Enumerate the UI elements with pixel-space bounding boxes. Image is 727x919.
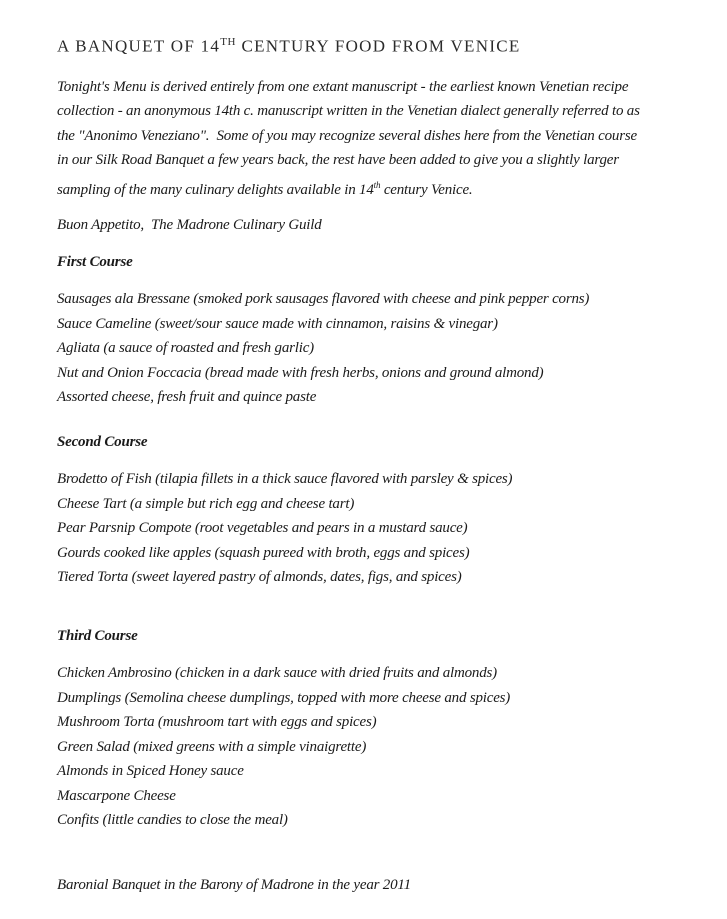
menu-item: Assorted cheese, fresh fruit and quince paste	[57, 389, 317, 406]
intro-line: Tonight's Menu is derived entirely from one extant manuscript - the earliest known Venetian recipe	[57, 78, 629, 95]
menu-item: Almonds in Spiced Honey sauce	[57, 763, 244, 780]
course-items-third	[57, 661, 691, 833]
course-heading-third: Third Course	[57, 627, 138, 644]
menu-item: Confits (little candies to close the meal)	[57, 812, 288, 829]
intro-line: the "Anonimo Veneziano". Some of you may recognize several dishes here from the Venetian course	[57, 127, 637, 144]
footer-line: Baronial Banquet in the Barony of Madrone in the year 2011	[57, 876, 411, 893]
menu-item: Nut and Onion Foccacia (bread made with fresh herbs, onions and ground almond)	[57, 364, 544, 381]
course-section-first	[57, 250, 691, 410]
intro-line: in our Silk Road Banquet a few years back, the rest have been added to give you a slightly larger	[57, 152, 619, 169]
menu-item: Sauce Cameline (sweet/sour sauce made with cinnamon, raisins & vinegar)	[57, 315, 498, 332]
intro-line: collection - an anonymous 14th c. manuscript written in the Venetian dialect generally referred to as	[57, 103, 640, 120]
menu-item: Agliata (a sauce of roasted and fresh garlic)	[57, 340, 314, 357]
course-items-second	[57, 467, 691, 590]
menu-item: Gourds cooked like apples (squash pureed with broth, eggs and spices)	[57, 544, 470, 561]
course-heading-second: Second Course	[57, 433, 148, 450]
menu-item: Tiered Torta (sweet layered pastry of almonds, dates, figs, and spices)	[57, 569, 462, 586]
greeting-line: Buon Appetito, The Madrone Culinary Guild	[57, 217, 322, 234]
intro-paragraph	[57, 75, 691, 203]
intro-line: sampling of the many culinary delights available in 14th century Venice.	[57, 179, 473, 198]
document-title: A BANQUET OF 14TH CENTURY FOOD FROM VENICE	[57, 36, 521, 56]
menu-item: Mascarpone Cheese	[57, 787, 176, 804]
course-section-second	[57, 430, 691, 590]
menu-item: Brodetto of Fish (tilapia fillets in a thick sauce flavored with parsley & spices)	[57, 471, 513, 488]
course-items-first	[57, 287, 691, 410]
course-section-third	[57, 624, 691, 833]
course-heading-first: First Course	[57, 253, 133, 270]
menu-item: Mushroom Torta (mushroom tart with eggs and spices)	[57, 714, 377, 731]
menu-item: Chicken Ambrosino (chicken in a dark sauce with dried fruits and almonds)	[57, 665, 497, 682]
menu-item: Cheese Tart (a simple but rich egg and cheese tart)	[57, 495, 355, 512]
menu-item: Dumplings (Semolina cheese dumplings, topped with more cheese and spices)	[57, 689, 511, 706]
menu-item: Pear Parsnip Compote (root vegetables and pears in a mustard sauce)	[57, 520, 468, 537]
menu-item: Sausages ala Bressane (smoked pork sausages flavored with cheese and pink pepper corns)	[57, 291, 590, 308]
menu-item: Green Salad (mixed greens with a simple vinaigrette)	[57, 738, 367, 755]
